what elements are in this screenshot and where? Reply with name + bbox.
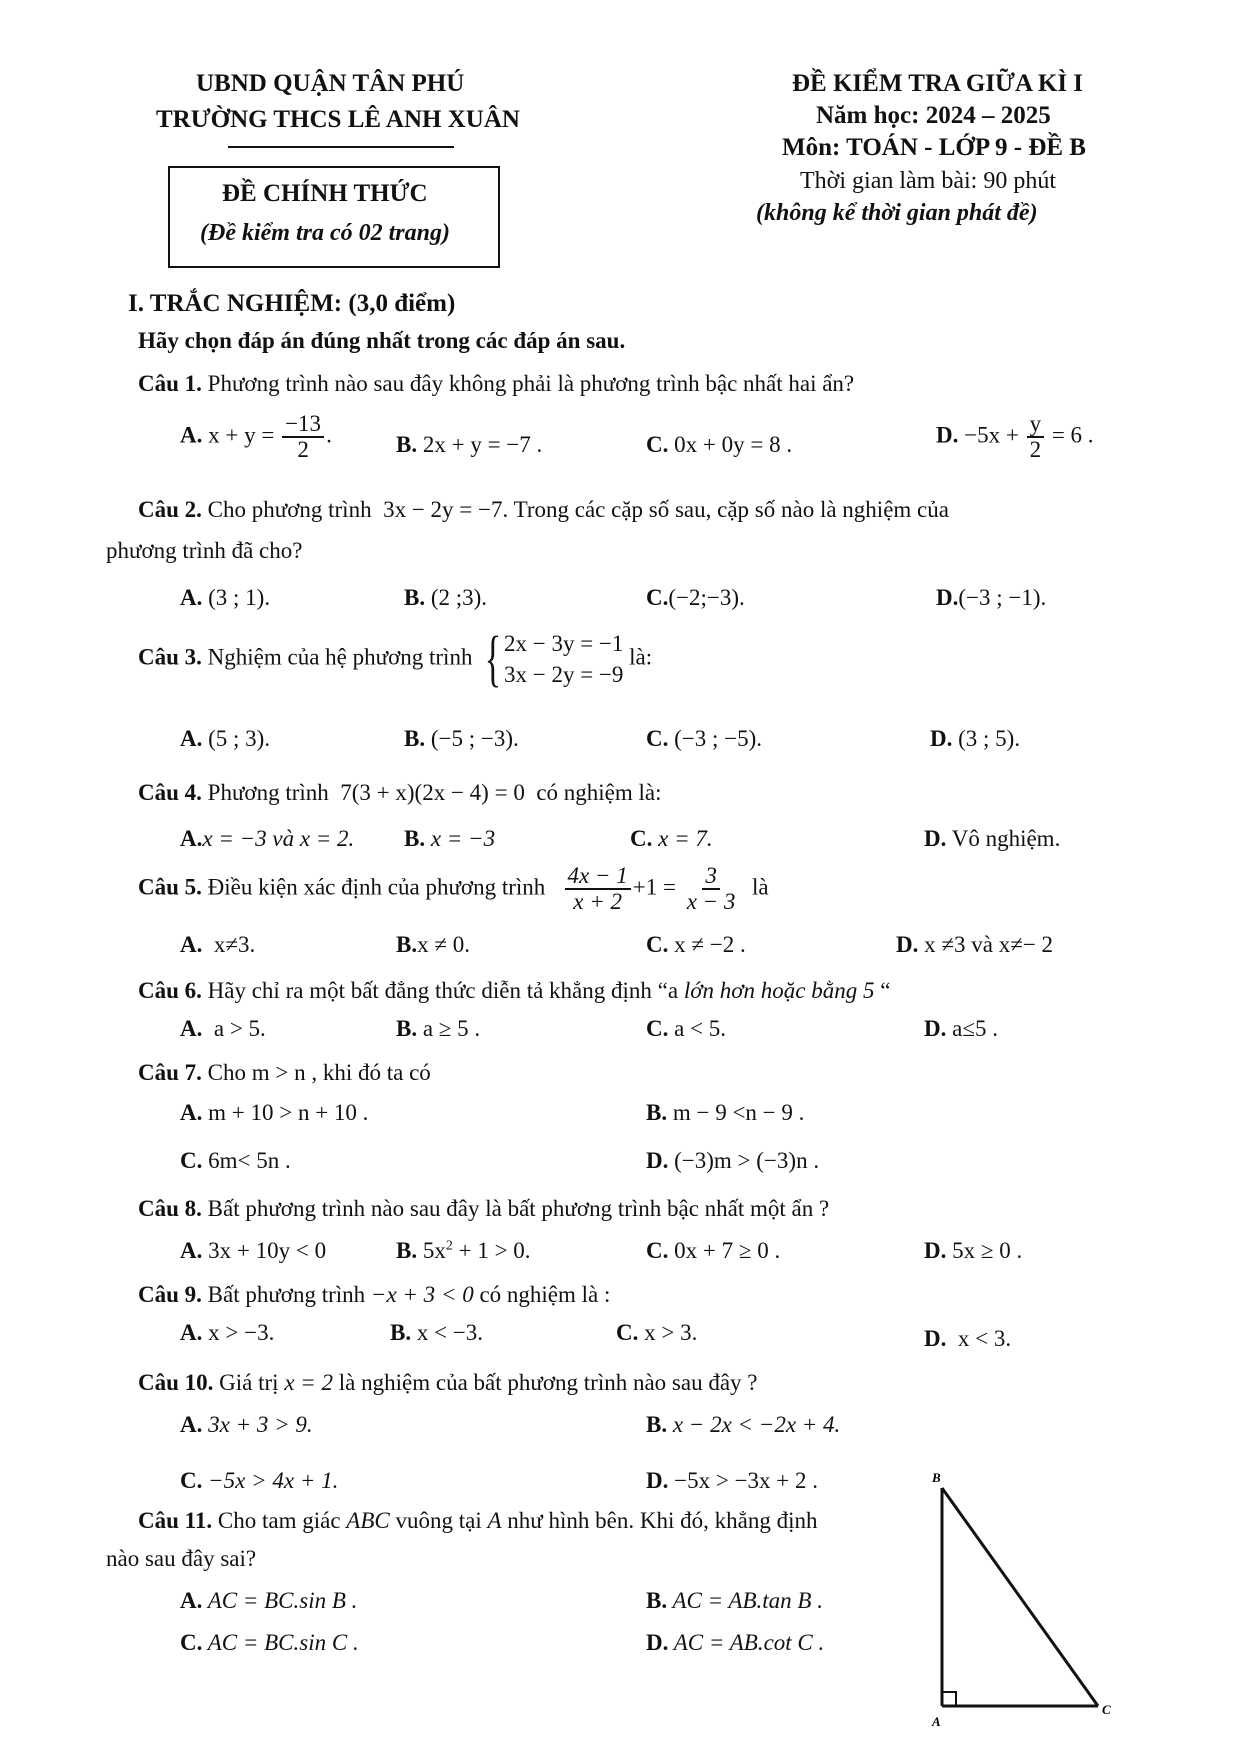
header-divider <box>228 146 454 148</box>
q11-option-d[interactable]: D. AC = AB.cot C . <box>646 1630 825 1655</box>
question-5: Câu 5. Điều kiện xác định của phương trình $\frac{4x - 1}{x + 2}$ +1 = $\frac{3}{x - 3}$ là <box>138 863 769 915</box>
question-label: Câu 1. <box>138 371 202 396</box>
question-text: Phương trình nào sau đây không phải là phương trình bậc nhất hai ẩn? <box>207 371 855 396</box>
q11-option-c[interactable]: C. AC = BC.sin C . <box>180 1630 359 1655</box>
pages-note: (Đề kiểm tra có 02 trang) <box>200 220 450 246</box>
equation-system: { 2x − 3y = −1 3x − 2y = −9 <box>484 625 624 694</box>
q6-option-d[interactable]: D. a≤5 . <box>924 1016 998 1041</box>
school-name: TRƯỜNG THCS LÊ ANH XUÂN <box>156 106 520 133</box>
question-9: Câu 9. Bất phương trình −x + 3 < 0 có nghiệm là : <box>138 1282 611 1307</box>
q2-option-c[interactable]: C.(−2;−3). <box>646 585 745 610</box>
q8-option-a[interactable]: A. 3x + 10y < 0 <box>180 1238 327 1263</box>
right-angle-mark <box>942 1692 956 1706</box>
side-bc <box>942 1488 1098 1706</box>
exam-time-note: (không kể thời gian phát đề) <box>756 200 1038 226</box>
q2-option-b[interactable]: B. (2 ;3). <box>404 585 488 610</box>
school-year: Năm học: 2024 – 2025 <box>816 102 1051 129</box>
question-3: Câu 3. Nghiệm của hệ phương trình { 2x − 3y = −1 3x − 2y = −9 là: <box>138 625 653 694</box>
question-2: Câu 2. Cho phương trình 3x − 2y = −7. Trong các cặp số sau, cặp số nào là nghiệm của <box>138 497 949 522</box>
section-instruction: Hãy chọn đáp án đúng nhất trong các đáp án sau. <box>138 328 626 353</box>
q10-option-c[interactable]: C. −5x > 4x + 1. <box>180 1468 339 1493</box>
triangle-figure <box>920 1470 1140 1740</box>
q5-option-d[interactable]: D. x ≠3 và x≠− 2 <box>896 932 1054 957</box>
q9-option-d[interactable]: D. x < 3. <box>924 1326 1012 1351</box>
question-8: Câu 8. Bất phương trình nào sau đây là bất phương trình bậc nhất một ẩn ? <box>138 1196 830 1221</box>
q10-option-b[interactable]: B. x − 2x < −2x + 4. <box>646 1412 841 1437</box>
q5-option-a[interactable]: A. x≠3. <box>180 932 256 957</box>
q5-option-c[interactable]: C. x ≠ −2 . <box>646 932 746 957</box>
question-11-line2: nào sau đây sai? <box>106 1546 257 1571</box>
equation: x = 2 <box>284 1370 334 1395</box>
q6-option-c[interactable]: C. a < 5. <box>646 1016 727 1041</box>
fraction: $\frac{3}{x - 3}$ <box>686 863 736 915</box>
q6-option-a[interactable]: A. a > 5. <box>180 1016 266 1041</box>
q1-option-c[interactable]: C. 0x + 0y = 8 . <box>646 432 793 457</box>
equation: 7(3 + x)(2x − 4) = 0 <box>340 780 525 805</box>
vertex-label-b: B <box>932 1470 941 1485</box>
vertex-label-c: C <box>1102 1702 1111 1717</box>
question-1 <box>138 371 854 397</box>
q5-option-b[interactable]: B.x ≠ 0. <box>396 932 470 957</box>
question-11: Câu 11. Cho tam giác ABC vuông tại A như hình bên. Khi đó, khẳng định <box>138 1508 818 1533</box>
equation: −x + 3 < 0 <box>370 1282 474 1307</box>
q9-option-a[interactable]: A. x > −3. <box>180 1320 275 1345</box>
exam-time: Thời gian làm bài: 90 phút <box>800 168 1056 194</box>
official-title: ĐỀ CHÍNH THỨC <box>222 180 428 207</box>
q3-option-c[interactable]: C. (−3 ; −5). <box>646 726 763 751</box>
equation: 3x − 2y = −7 <box>383 497 503 522</box>
q11-option-a[interactable]: A. AC = BC.sin B . <box>180 1588 358 1613</box>
q10-option-d[interactable]: D. −5x > −3x + 2 . <box>646 1468 819 1493</box>
fraction: $\frac{4x - 1}{x + 2}$ <box>565 864 631 914</box>
question-6: Câu 6. Hãy chỉ ra một bất đẳng thức diễn tả khẳng định “a lớn hơn hoặc bằng 5 “ <box>138 978 891 1003</box>
q11-option-b[interactable]: B. AC = AB.tan B . <box>646 1588 823 1613</box>
q2-option-a[interactable]: A. (3 ; 1). <box>180 585 271 610</box>
district-name: UBND QUẬN TÂN PHÚ <box>196 70 465 97</box>
q3-option-b[interactable]: B. (−5 ; −3). <box>404 726 519 751</box>
q7-option-b[interactable]: B. m − 9 <n − 9 . <box>646 1100 805 1125</box>
q9-option-b[interactable]: B. x < −3. <box>390 1320 484 1345</box>
q4-option-c[interactable]: C. x = 7. <box>630 826 713 851</box>
q6-option-b[interactable]: B. a ≥ 5 . <box>396 1016 481 1041</box>
q8-option-d[interactable]: D. 5x ≥ 0 . <box>924 1238 1023 1263</box>
section-title: I. TRẮC NGHIỆM: (3,0 điểm) <box>128 290 456 317</box>
q1-option-a[interactable]: A. x + y = $\frac{-13}{2}$ . <box>180 411 332 463</box>
q7-option-d[interactable]: D. (−3)m > (−3)n . <box>646 1148 820 1173</box>
q1-option-b[interactable]: B. 2x + y = −7 . <box>396 432 543 457</box>
q10-option-a[interactable]: A. 3x + 3 > 9. <box>180 1412 313 1437</box>
question-4: Câu 4. Phương trình 7(3 + x)(2x − 4) = 0 có nghiệm là: <box>138 780 662 805</box>
fraction: $\frac{-13}{2}$ <box>282 412 324 462</box>
question-10: Câu 10. Giá trị x = 2 là nghiệm của bất phương trình nào sau đây ? <box>138 1370 758 1395</box>
exam-subject: Môn: TOÁN - LỚP 9 - ĐỀ B <box>782 134 1086 161</box>
vertex-label-a: A <box>932 1714 941 1729</box>
q1-option-d[interactable]: D. −5x + $\frac{y}{2}$ = 6 . <box>936 411 1094 463</box>
q4-option-b[interactable]: B. x = −3 <box>404 826 496 851</box>
q7-option-a[interactable]: A. m + 10 > n + 10 . <box>180 1100 369 1125</box>
q8-option-b[interactable]: B. $5x^2 + 1 > 0$. <box>396 1238 531 1263</box>
q8-option-c[interactable]: C. 0x + 7 ≥ 0 . <box>646 1238 781 1263</box>
q4-option-a[interactable]: A.x = −3 và x = 2. <box>180 826 355 851</box>
q2-option-d[interactable]: D.(−3 ; −1). <box>936 585 1047 610</box>
q3-option-a[interactable]: A. (5 ; 3). <box>180 726 271 751</box>
q9-option-c[interactable]: C. x > 3. <box>616 1320 698 1345</box>
question-7: Câu 7. Cho m > n , khi đó ta có <box>138 1060 431 1085</box>
exam-title: ĐỀ KIỂM TRA GIỮA KÌ I <box>792 70 1084 97</box>
fraction: $\frac{y}{2}$ <box>1027 412 1045 462</box>
q4-option-d[interactable]: D. Vô nghiệm. <box>924 826 1061 851</box>
q7-option-c[interactable]: C. 6m< 5n . <box>180 1148 291 1173</box>
question-2-line2: phương trình đã cho? <box>106 538 303 563</box>
q3-option-d[interactable]: D. (3 ; 5). <box>930 726 1021 751</box>
